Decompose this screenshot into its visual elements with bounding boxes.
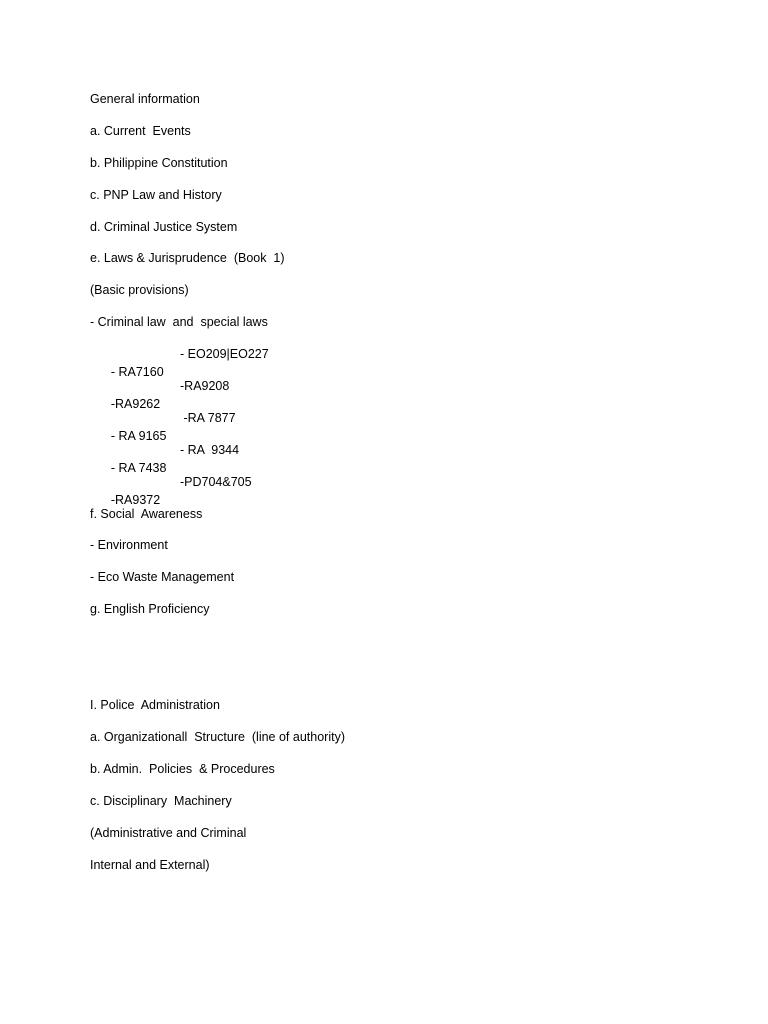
- list-item: (Basic provisions): [90, 283, 189, 298]
- ra-pair-row: [90, 441, 345, 473]
- list-item: e. Laws & Jurisprudence (Book 1): [90, 251, 285, 266]
- list-item: b. Admin. Policies & Procedures: [90, 761, 275, 776]
- document-body: [90, 90, 345, 887]
- section-gap: [90, 632, 345, 696]
- list-item: Internal and External): [90, 857, 210, 872]
- ra-right: - RA 9344: [180, 442, 240, 457]
- list-item: - Environment: [90, 538, 168, 553]
- list-item: - Eco Waste Management: [90, 570, 235, 585]
- list-item: c. PNP Law and History: [90, 187, 222, 202]
- list-item: d. Criminal Justice System: [90, 219, 238, 234]
- list-item: g. English Proficiency: [90, 602, 210, 617]
- ra-right: -RA9208: [180, 379, 230, 394]
- ra-right: -PD704&705: [180, 474, 252, 489]
- list-item: - Criminal law and special laws: [90, 315, 268, 330]
- ra-left: - RA7160: [110, 365, 164, 380]
- heading-police-administration: I. Police Administration: [90, 698, 220, 713]
- list-item: a. Organizationall Structure (line of authority): [90, 730, 345, 745]
- ra-left: - RA 7438: [110, 460, 167, 475]
- ra-right: -RA 7877: [180, 410, 236, 425]
- list-item: a. Current Events: [90, 123, 191, 138]
- ra-left: -RA9372: [110, 492, 161, 507]
- ra-right: - EO209|EO227: [180, 347, 269, 362]
- ra-left: - RA 9165: [110, 428, 167, 443]
- ra-pair-row: [90, 409, 345, 441]
- ra-pair-row: [90, 377, 345, 412]
- ra-left: -RA9262: [110, 397, 161, 412]
- heading-general-information: General information: [90, 92, 200, 106]
- list-item: f. Social Awareness: [90, 506, 203, 521]
- ra-pair-row: [90, 473, 345, 505]
- list-item: c. Disciplinary Machinery: [90, 793, 232, 808]
- ra-pair-row: [90, 345, 345, 380]
- list-item: b. Philippine Constitution: [90, 155, 228, 170]
- list-item: (Administrative and Criminal: [90, 825, 247, 840]
